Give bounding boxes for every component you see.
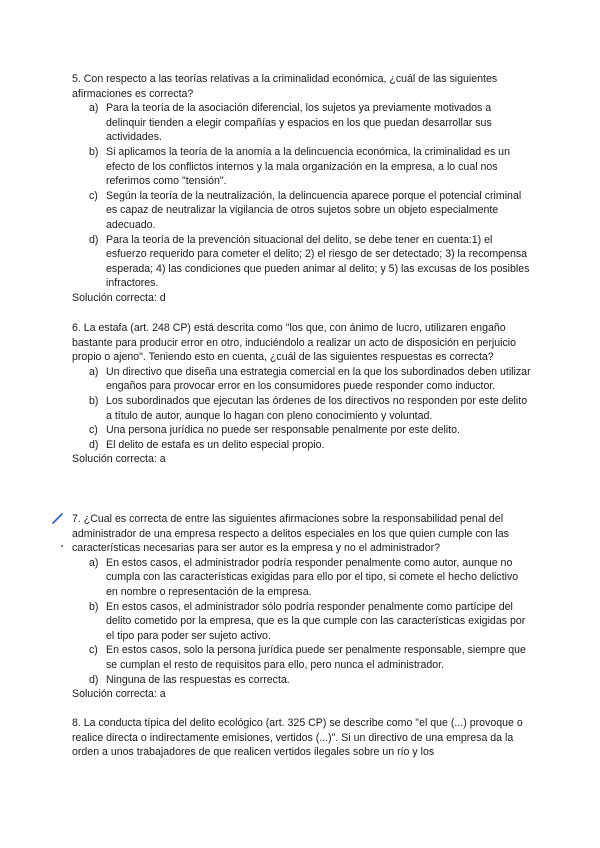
annotation-dot <box>61 545 63 547</box>
answer-option <box>72 394 532 423</box>
option-text: En estos casos, solo la persona jurídica puede ser penalmente responsable, siempre que se cumplan el resto de requisitos para ello, pero nunca el administrador. <box>106 644 526 671</box>
option-label: c) <box>89 644 98 657</box>
answer-option <box>72 556 532 600</box>
answer-option <box>72 438 532 453</box>
option-label: b) <box>89 600 99 613</box>
option-label: a) <box>89 556 99 569</box>
option-text: El delito de estafa es un delito especial propio. <box>106 438 325 451</box>
option-text: Para la teoría de la prevención situacional del delito, se debe tener en cuenta:1) el esfuerzo requerido para cometer el delito; 2) el riesgo de ser detectado; 3) la recompensa esperada; 4) las condiciones que pueden animar al delito; y 5) las excusas de los posibles infractores. <box>106 233 530 290</box>
question-stem: 8. La conducta típica del delito ecológico (art. 325 CP) se describe como "el que (...) provoque o realice directa o indirectamente emisiones, vertidos (...)". Si un directivo de una empresa da la orden a unos trabajadores de que realicen vertidos ilegales sobre un río y los <box>72 717 523 759</box>
answer-option <box>72 643 532 672</box>
solution-text: Solución correcta: a <box>72 688 166 701</box>
option-label: a) <box>89 365 99 378</box>
question-7 <box>72 512 532 702</box>
option-text: Según la teoría de la neutralización, la delincuencia aparece porque el potencial criminal es capaz de neutralizar la vigilancia de otros sujetos sobre un objeto especialmente adecuado. <box>106 189 522 231</box>
question-8 <box>72 716 532 760</box>
answer-option <box>72 365 532 394</box>
answer-option <box>72 189 532 233</box>
option-text: Para la teoría de la asociación diferencial, los sujetos ya previamente motivados a delinquir tienden a elegir compañías y espacios en los que puedan desarrollar sus actividades. <box>106 102 492 144</box>
answer-option <box>72 101 532 145</box>
answer-option <box>72 600 532 644</box>
option-label: c) <box>89 189 98 202</box>
answer-option <box>72 145 532 189</box>
question-6 <box>72 321 532 467</box>
answer-option <box>72 233 532 291</box>
option-text: Los subordinados que ejecutan las órdenes de los directivos no responden por este delito a título de autor, aunque lo hagan con pleno conocimiento y voluntad. <box>106 394 528 422</box>
option-text: En estos casos, el administrador podría responder penalmente como autor, aunque no cumpla con las características exigidas para ello por el tipo, si comete el hecho delictivo en nombre o representación de la empresa. <box>106 556 519 598</box>
option-label: d) <box>89 438 99 451</box>
option-text: En estos casos, el administrador sólo podría responder penalmente como partícipe del delito cometido por la empresa, que es la que cumple con las características exigidas por el tipo para poder ser sujeto activo. <box>106 600 526 642</box>
option-label: c) <box>89 424 98 437</box>
option-text: Un directivo que diseña una estrategia comercial en la que los subordinados deben utilizar engaños para provocar error en los consumidores puede responder como inductor. <box>106 365 531 393</box>
pen-annotation-icon <box>52 512 64 524</box>
solution-text: Solución correcta: a <box>72 453 166 466</box>
solution-text: Solución correcta: d <box>72 291 166 304</box>
option-label: d) <box>89 673 99 686</box>
option-label: a) <box>89 102 99 115</box>
question-stem: 5. Con respecto a las teorías relativas a la criminalidad económica, ¿cuál de las siguientes afirmaciones es correcta? <box>72 73 498 100</box>
option-text: Si aplicamos la teoría de la anomía a la delincuencia económica, la criminalidad es un efecto de los conflictos internos y la mala organización en la empresa, a lo cual nos referimos como "tensión". <box>106 145 510 188</box>
answer-option <box>72 423 532 438</box>
option-text: Ninguna de las respuestas es correcta. <box>106 673 290 686</box>
answer-option <box>72 673 532 688</box>
option-label: b) <box>89 394 99 407</box>
question-5 <box>72 72 532 306</box>
option-label: b) <box>89 145 99 158</box>
option-label: d) <box>89 233 99 246</box>
option-text: Una persona jurídica no puede ser responsable penalmente por este delito. <box>106 424 460 437</box>
question-stem: 6. La estafa (art. 248 CP) está descrita como "los que, con ánimo de lucro, utilizaren engaño bastante para producir error en otro, induciéndolo a realizar un acto de disposición en perjuicio propio o ajeno". Teniendo esto en cuenta, ¿cuál de las siguientes respuestas es correcta? <box>72 322 517 364</box>
question-stem: 7. ¿Cual es correcta de entre las siguientes afirmaciones sobre la responsabilidad penal del administrador de una empresa respecto a delitos especiales en los que quien cumple con las características necesarias para ser autor es la empresa y no el administrador? <box>72 513 509 555</box>
